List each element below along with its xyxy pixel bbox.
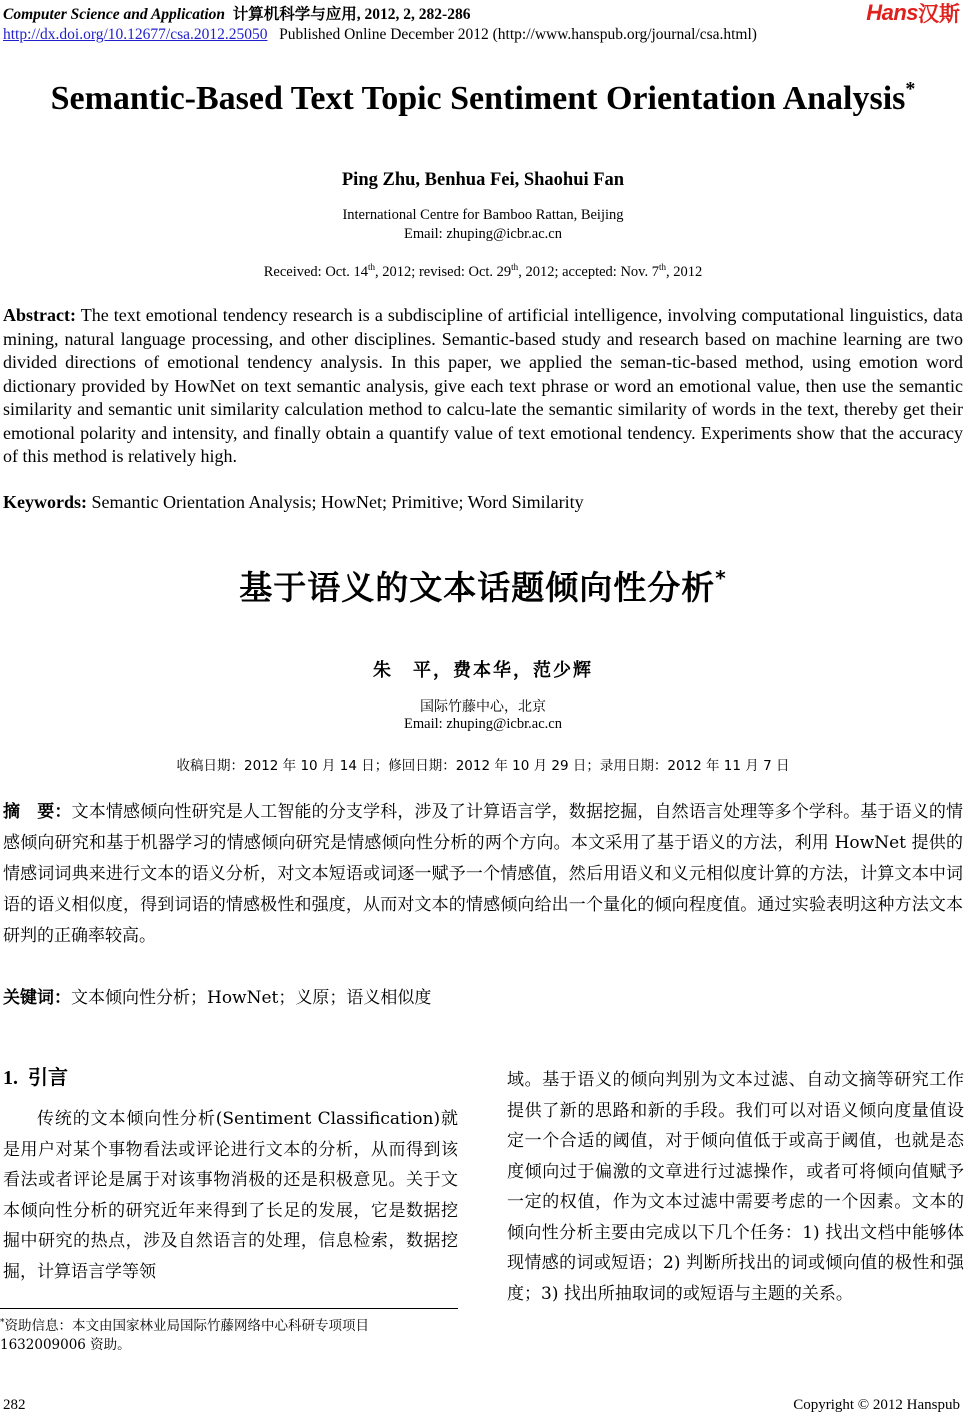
keywords-cn-label: 关键词：: [3, 988, 71, 1008]
affiliation-en: International Centre for Bamboo Rattan, Beijing: [342, 207, 624, 223]
email-cn: Email: zhuping@icbr.ac.cn: [404, 716, 562, 732]
journal-info: 计算机科学与应用, 2012, 2, 282-286: [232, 6, 471, 23]
keywords-cn-text: 文本倾向性分析；HowNet；义原；语义相似度: [71, 988, 432, 1008]
abstract-en-label: Abstract:: [3, 305, 76, 325]
title-en-mark: *: [905, 78, 916, 100]
page-number: 282: [3, 1397, 26, 1413]
section-title: 引言: [28, 1065, 68, 1089]
title-cn-mark: *: [715, 566, 727, 590]
doi-line: [3, 26, 757, 44]
received-sup: th: [368, 262, 376, 272]
title-cn-text: 基于语义的文本话题倾向性分析: [239, 568, 716, 607]
keywords-en-text: Semantic Orientation Analysis; HowNet; Primitive; Word Similarity: [91, 492, 584, 512]
body-left-column: 传统的文本倾向性分析(Sentiment Classification)就是用户对某个事物看法或评论进行文本的分析，从而得到该看法或者评论是属于对该事物消极的还是积极意见。关于文本倾向性分析的研究近年来得到了长足的发展，它是数据挖掘中研究的热点，涉及自然语言的处理，信息检索，数据挖掘，计算语言学等领: [3, 1109, 458, 1282]
journal-header: [3, 2, 470, 24]
revised-sup: th: [511, 262, 519, 272]
paper-title-cn: [0, 562, 966, 609]
published-online: Published Online December 2012 (http://www.hanspub.org/journal/csa.html): [279, 26, 757, 43]
logo-latin: Hans: [866, 0, 918, 25]
abstract-cn: [3, 797, 963, 952]
body-right-column: 域。基于语义的倾向判别为文本过滤、自动文摘等研究工作提供了新的思路和新的手段。我们可以对语义倾向度量值设定一个合适的阈值，对于倾向值低于或高于阈值，也就是态度倾向过于偏激的文章进行过滤操作，或者可将倾向值赋予一定的权值，作为文本过滤中需要考虑的一个因素。文本的倾向性分析主要由完成以下几个任务：1) 找出文档中能够体现情感的词或短语；2) 判断所找出的词或倾向值的极性和强度；3) 找出所抽取词的或短语与主题的关系。: [507, 1070, 964, 1304]
doi-link[interactable]: http://dx.doi.org/10.12677/csa.2012.25050: [3, 26, 268, 43]
affiliation-cn: 国际竹藤中心，北京: [420, 699, 546, 715]
revised-date: , 2012; revised: Oct. 29: [375, 264, 512, 280]
section-number: 1.: [3, 1067, 18, 1089]
abstract-cn-label: 摘 要：: [3, 802, 72, 822]
dates-cn: 收稿日期：2012 年 10 月 14 日；修回日期：2012 年 10 月 29 日；录用日期：2012 年 11 月 7 日: [176, 758, 790, 774]
received-date: Received: Oct. 14: [263, 264, 369, 280]
dates-en: [0, 262, 966, 281]
paper-title-en: [0, 78, 966, 118]
footnote-text: 资助信息：本文由国家林业局国际竹藤网络中心科研专项项目 1632009006 资助。: [0, 1318, 369, 1353]
footnote: [0, 1314, 458, 1355]
hanspub-logo: [866, 0, 960, 26]
authors-cn: 朱 平，费本华，范少辉: [373, 660, 593, 681]
authors-en: Ping Zhu, Benhua Fei, Shaohui Fan: [341, 170, 625, 190]
footnote-mark: *: [0, 1318, 5, 1328]
keywords-en: [3, 491, 963, 515]
accepted-date: , 2012; accepted: Nov. 7: [518, 264, 659, 280]
keywords-en-label: Keywords:: [3, 492, 87, 512]
section-heading: [3, 1061, 68, 1090]
keywords-cn: [3, 983, 963, 1014]
abstract-en: [3, 304, 963, 469]
title-en-text: Semantic-Based Text Topic Sentiment Orientation Analysis: [50, 80, 906, 117]
email-en: Email: zhuping@icbr.ac.cn: [404, 226, 562, 242]
logo-cjk: 汉斯: [918, 2, 960, 26]
accepted-sup: th: [658, 262, 666, 272]
abstract-en-text: The text emotional tendency research is a subdiscipline of artificial intelligence, involving computational linguistics, data mining, natural language processing, and other disciplines. Semantic-based study and research based on machine learning are two divided directions of emotional tendency analysis. In this paper, we applied the seman-tic-based method, using emotion word dictionary provided by HowNet on text semantic analysis, give each text phrase or word an emotional value, then use the semantic similarity and semantic unit similarity calculation method to calcu-late the semantic similarity of words in the text, thereby get their emotional polarity and intensity, and finally obtain a quantify value of text emotional tendency. Experiments show that the accuracy of this method is relatively high.: [3, 305, 963, 466]
footnote-divider: [0, 1308, 458, 1309]
journal-name: Computer Science and Application: [3, 6, 226, 23]
abstract-cn-text: 文本情感倾向性研究是人工智能的分支学科，涉及了计算语言学，数据挖掘，自然语言处理等多个学科。基于语义的情感倾向研究和基于机器学习的情感倾向研究是情感倾向性分析的两个方向。本文采用了基于语义的方法，利用 HowNet 提供的情感词词典来进行文本的语义分析，对文本短语或词逐一赋予一个情感值，然后用语义和义元相似度计算的方法，计算文本中词语的语义相似度，得到词语的情感极性和强度，从而对文本的情感倾向给出一个量化的倾向程度值。通过实验表明这种方法文本研判的正确率较高。: [3, 802, 964, 946]
copyright: Copyright © 2012 Hanspub: [793, 1397, 960, 1413]
dates-tail: , 2012: [666, 264, 703, 280]
